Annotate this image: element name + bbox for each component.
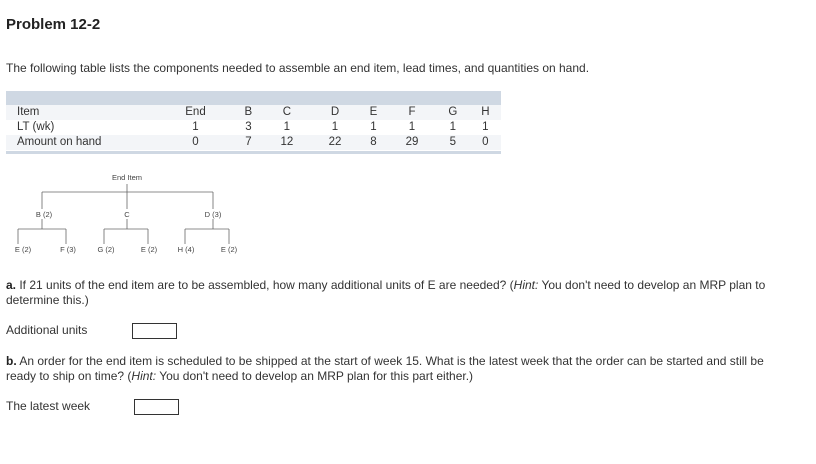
table-cell: 1 [482,121,489,133]
question-b-prefix: b. [6,354,17,368]
row-label: LT (wk) [17,121,55,133]
tree-node: D (3) [204,210,222,219]
table-cell: 5 [436,135,470,150]
tree-node-root: End Item [111,173,143,182]
table-cell: 29 [388,135,436,150]
question-a-prefix: a. [6,278,17,292]
additional-units-label: Additional units [6,323,88,337]
row-label: Amount on hand [6,135,157,150]
latest-week-input[interactable] [134,399,179,415]
question-a [6,278,796,308]
table-cell: 7 [234,135,263,150]
table-cell: 12 [263,135,311,150]
tree-node: E (2) [220,245,238,254]
question-a-hint-text: You don't need to develop an MRP plan to determine this.) [6,278,766,307]
table-row-lead-time [6,120,501,135]
table-row-on-hand [6,135,501,150]
tree-node: B (2) [35,210,53,219]
table-header-cell: E [359,105,388,120]
table-header-cell: Item [6,105,157,120]
table-row-items [6,105,501,120]
question-b-hint-label: Hint: [131,369,157,383]
tree-node: E (2) [140,245,158,254]
additional-units-input[interactable] [132,323,177,339]
table-cell: 1 [192,121,199,133]
table-cell: 22 [311,135,359,150]
table-header-cell: G [436,105,470,120]
table-cell: 0 [470,135,501,150]
question-a-hint-label: Hint: [513,278,539,292]
product-structure-tree [0,170,270,260]
tree-node: H (4) [177,245,195,254]
table-footer-band [6,151,501,154]
table-header-cell: B [234,105,263,120]
question-b-text: An order for the end item is scheduled to be shipped at the start of week 15. What is the latest week that the order can be started and still be ready to ship on time? ( [6,354,764,383]
tree-node: G (2) [97,245,115,254]
table-header-cell: F [388,105,436,120]
table-header-band [6,91,501,105]
tree-node: E (2) [14,245,32,254]
table-header-cell: D [311,105,359,120]
table-header-cell: End [157,105,234,120]
table-cell: 8 [359,135,388,150]
tree-node: F (3) [60,245,76,254]
table-header-cell: H [470,105,501,120]
table-cell: 0 [157,135,234,150]
table-cell: 1 [283,121,291,133]
table-cell: 3 [245,121,252,133]
table-cell: 1 [449,121,457,133]
tree-node: C [124,210,130,219]
question-b [6,354,796,384]
table-cell: 1 [408,121,416,133]
table-header-cell: C [263,105,311,120]
problem-title: Problem 12-2 [6,16,101,33]
latest-week-label: The latest week [6,399,91,413]
intro-text: The following table lists the components needed to assemble an end item, lead times, and quantities on hand. [6,61,590,75]
table-cell: 1 [370,121,377,133]
question-a-text: If 21 units of the end item are to be assembled, how many additional units of E are needed? ( [16,278,514,292]
table-cell: 1 [331,121,339,133]
question-b-hint-text: You don't need to develop an MRP plan for this part either.) [156,369,474,383]
components-table [6,91,501,154]
